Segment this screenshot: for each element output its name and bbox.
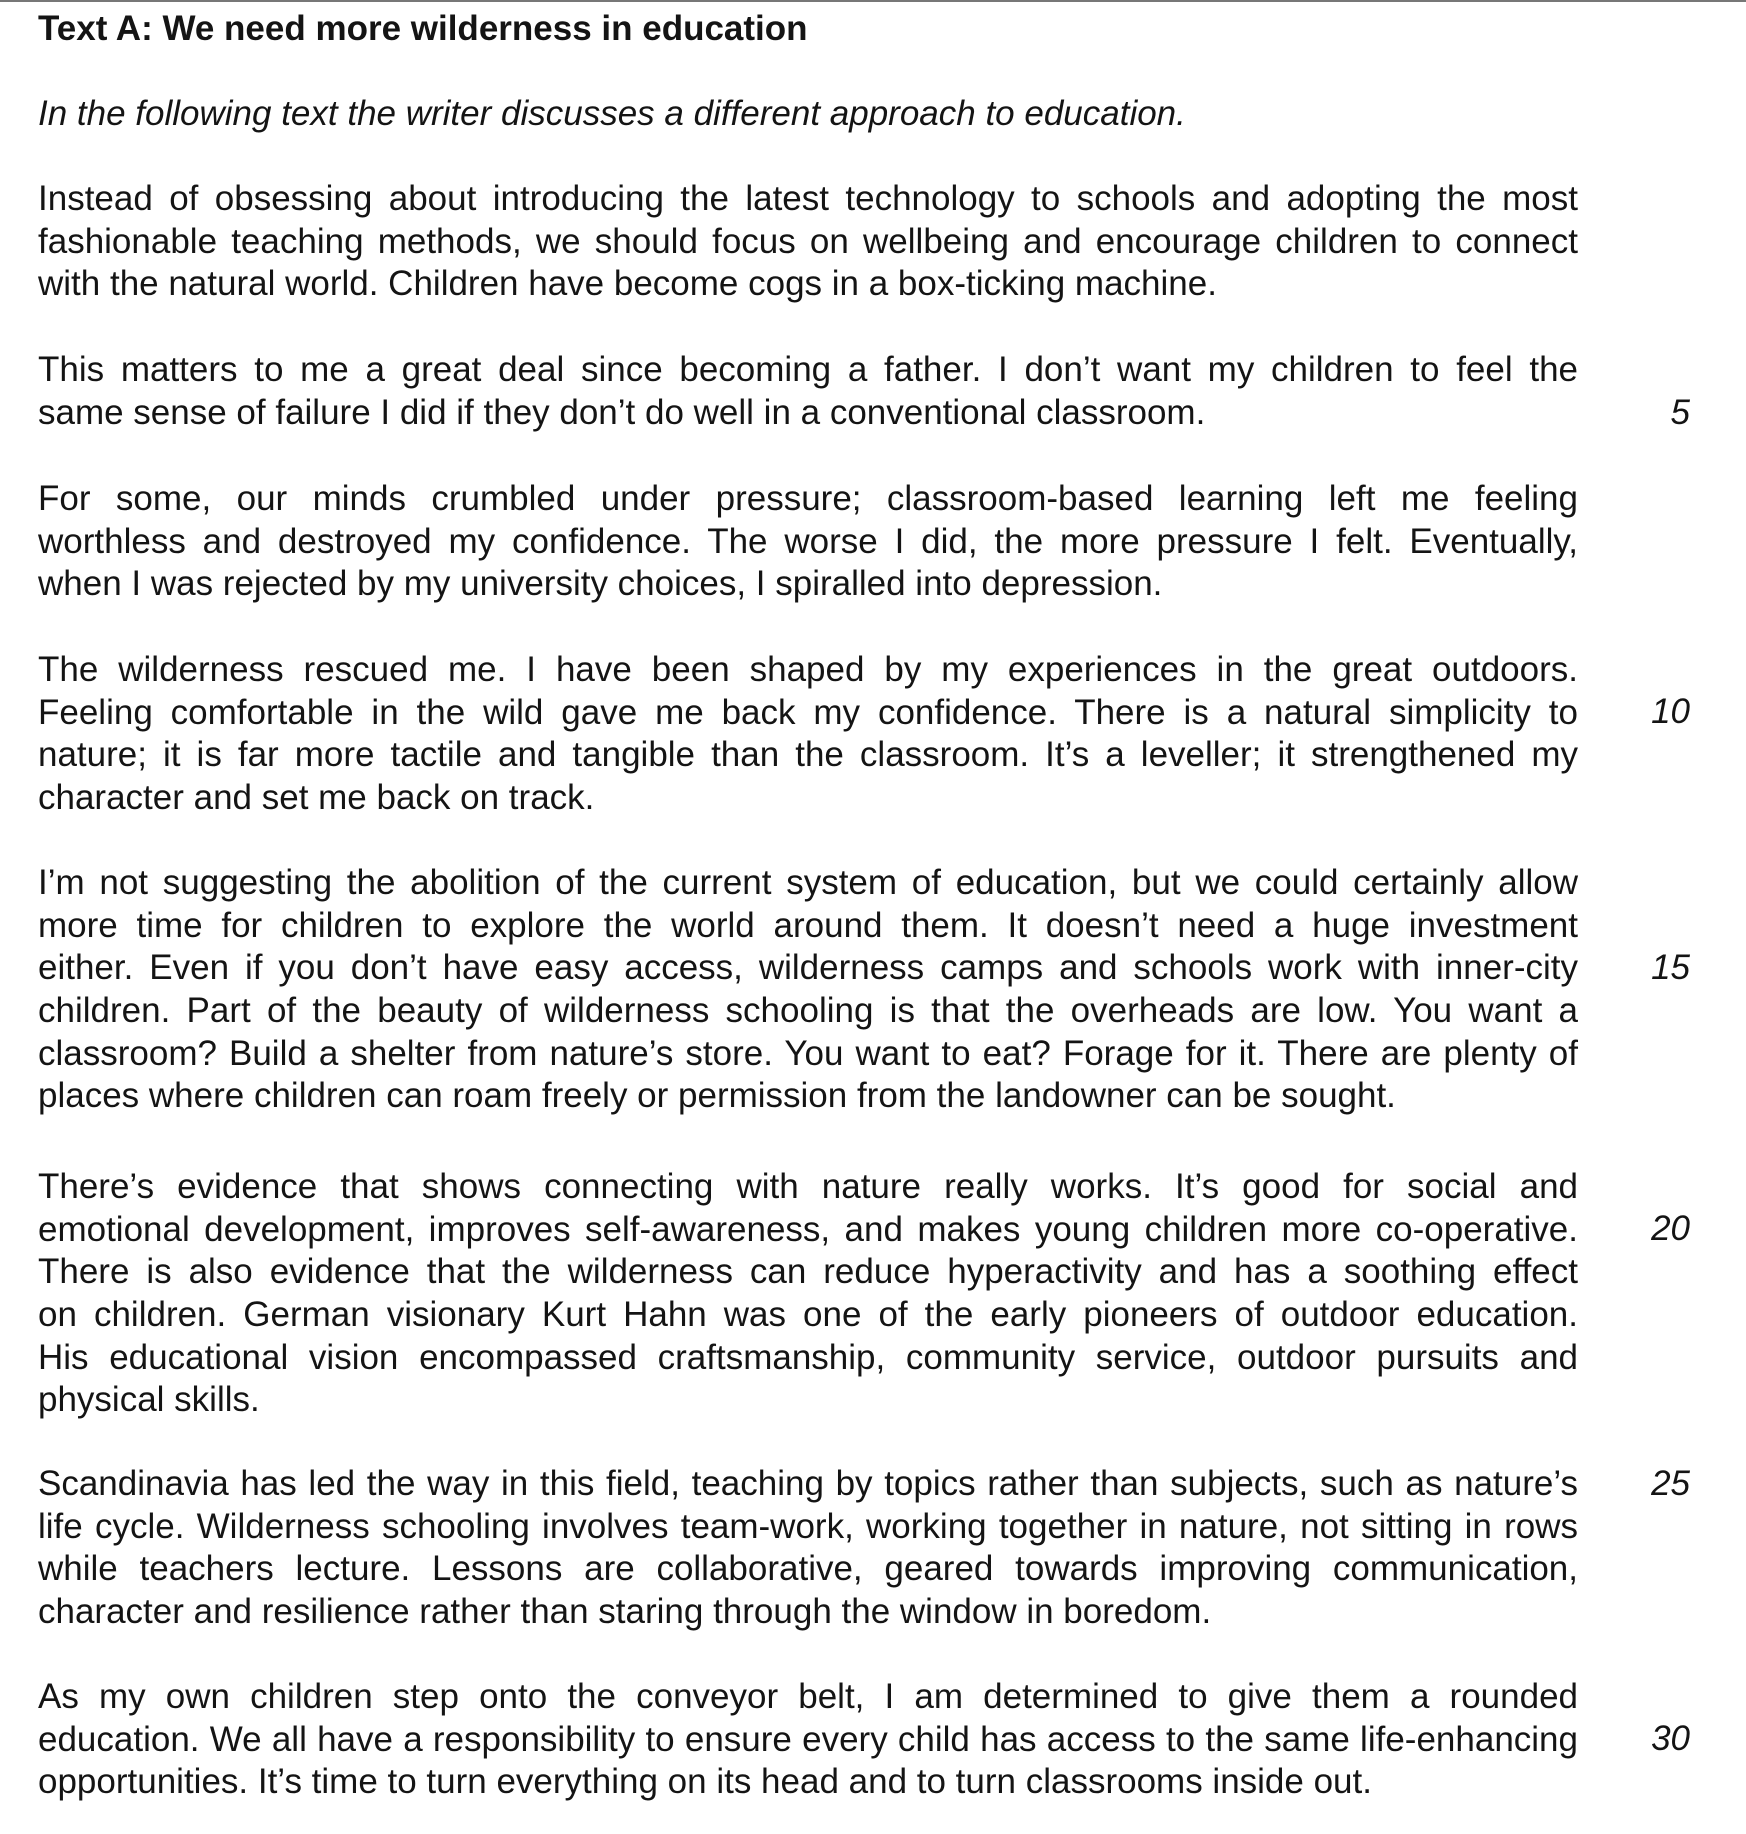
text-line: Instead of obsessing about introducing the latest technology to schools and adopting the most [38, 179, 1578, 218]
paragraph-4 [38, 649, 1578, 820]
text-line: This matters to me a great deal since becoming a father. I don’t want my children to feel the [38, 350, 1578, 389]
paragraph-8 [38, 1676, 1578, 1804]
text-line: There’s evidence that shows connecting with nature really works. It’s good for social and [38, 1167, 1578, 1206]
paragraph-3 [38, 478, 1578, 606]
text-line: children. Part of the beauty of wilderness schooling is that the overheads are low. You want a [38, 991, 1578, 1031]
text-line: As my own children step onto the conveyor belt, I am determined to give them a rounded [38, 1677, 1578, 1716]
text-line: when I was rejected by my university choices, I spiralled into depression. [38, 564, 1163, 604]
text-line: places where children can roam freely or permission from the landowner can be sought. [38, 1076, 1396, 1116]
paragraph-6 [38, 1166, 1578, 1422]
text-line: For some, our minds crumbled under pressure; classroom-based learning left me feeling [38, 479, 1578, 518]
text-line: with the natural world. Children have become cogs in a box-ticking machine. [38, 264, 1217, 304]
line-number-5: 5 [1670, 393, 1690, 432]
text-line: worthless and destroyed my confidence. The worse I did, the more pressure I felt. Eventually, [38, 521, 1578, 561]
top-border-rule [0, 0, 1746, 2]
text-line: nature; it is far more tactile and tangible than the classroom. It’s a leveller; it strengthened my [38, 735, 1578, 775]
text-line: emotional development, improves self-awareness, and makes young children more co-operative. [38, 1209, 1578, 1249]
line-number-30: 30 [1651, 1719, 1690, 1758]
line-number-20: 20 [1651, 1209, 1690, 1248]
text-line: life cycle. Wilderness schooling involves team-work, working together in nature, not sitting in rows [38, 1506, 1578, 1546]
line-number-25: 25 [1651, 1464, 1690, 1503]
text-line: education. We all have a responsibility to ensure every child has access to the same life-enhancing [38, 1719, 1578, 1759]
line-number-15: 15 [1651, 948, 1690, 987]
text-line: while teachers lecture. Lessons are collaborative, geared towards improving communication, [38, 1549, 1578, 1589]
text-line: physical skills. [38, 1380, 260, 1420]
text-line: either. Even if you don’t have easy access, wilderness camps and schools work with inner-city [38, 948, 1578, 988]
text-line: on children. German visionary Kurt Hahn was one of the early pioneers of outdoor education. [38, 1295, 1578, 1335]
text-line: There is also evidence that the wilderness can reduce hyperactivity and has a soothing effect [38, 1252, 1578, 1292]
text-introduction: In the following text the writer discusses a different approach to education. [38, 94, 1186, 133]
paragraph-5 [38, 862, 1578, 1118]
text-line: His educational vision encompassed craftsmanship, community service, outdoor pursuits and [38, 1337, 1578, 1377]
text-line: character and resilience rather than staring through the window in boredom. [38, 1592, 1212, 1632]
text-line: The wilderness rescued me. I have been shaped by my experiences in the great outdoors. [38, 650, 1578, 689]
text-line: Feeling comfortable in the wild gave me back my confidence. There is a natural simplicity to [38, 692, 1578, 732]
text-title: Text A: We need more wilderness in education [38, 9, 808, 48]
text-line: I’m not suggesting the abolition of the current system of education, but we could certainly allow [38, 863, 1578, 902]
text-line: same sense of failure I did if they don’t do well in a conventional classroom. [38, 392, 1206, 432]
paragraph-7 [38, 1463, 1578, 1634]
paragraph-1 [38, 178, 1578, 306]
text-line: fashionable teaching methods, we should focus on wellbeing and encourage children to connect [38, 221, 1578, 261]
text-line: classroom? Build a shelter from nature’s store. You want to eat? Forage for it. There are plenty of [38, 1033, 1578, 1073]
text-line: opportunities. It’s time to turn everything on its head and to turn classrooms inside out. [38, 1762, 1372, 1802]
text-line: more time for children to explore the world around them. It doesn’t need a huge investment [38, 905, 1578, 945]
line-number-10: 10 [1651, 692, 1690, 731]
text-line: Scandinavia has led the way in this field, teaching by topics rather than subjects, such as nature’s [38, 1464, 1578, 1503]
paragraph-2 [38, 349, 1578, 434]
text-line: character and set me back on track. [38, 778, 595, 818]
